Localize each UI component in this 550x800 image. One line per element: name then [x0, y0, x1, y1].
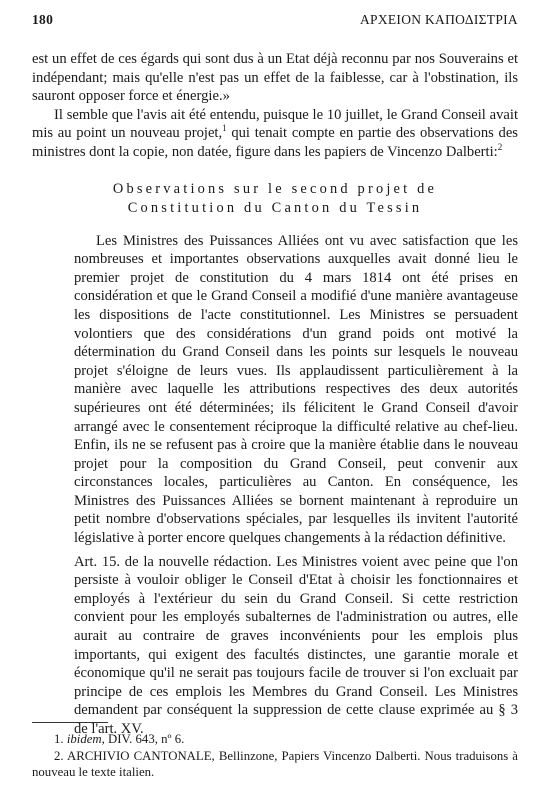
- document-heading-line-2: Constitution du Canton du Tessin: [127, 199, 423, 216]
- footnote-1-number: 1.: [54, 732, 64, 746]
- page-number: 180: [32, 12, 54, 27]
- footnote-separator: [32, 722, 108, 723]
- intro-paragraph-2: [32, 106, 518, 162]
- quoted-document: [74, 232, 518, 739]
- footnote-2-number: 2.: [54, 748, 64, 763]
- footnote-ref-2: 2: [497, 142, 503, 153]
- document-heading: [32, 180, 518, 218]
- quoted-paragraph-art-15: Art. 15. de la nouvelle rédaction. Les Ministres voient avec peine que l'on persiste à vouloir obliger le Conseil d'Etat à choisir les fonctionnaires et employés à l'extérieur du sein du Grand Conseil. Si cette restriction convient pour les employés subalternes de l'administration ou autres, elle aurait au contraire de graves inconvénients pour les emplois plus importants, qui exigent des facultés distinctes, une garantie morale et économique qu'il ne serait pas toujours facile de trouver si l'on excluait par principe de ces emplois les Membres du Grand Conseil. Les Ministres demandent par conséquent la suppression de cette clause exprimée au § 3 de l'art. XV.: [74, 553, 518, 737]
- footnote-ref-1: 1: [222, 123, 227, 134]
- running-title: ΑΡΧΕΙΟΝ ΚΑΠΟΔΙΣΤΡΙΑ: [359, 12, 518, 27]
- footnote-2-text: ARCHIVIO CANTONALE, Bellinzone, Papiers Vincenzo Dalberti. Nous traduisons à nouveau le texte italien.: [32, 748, 518, 779]
- footnote-2: [32, 748, 518, 781]
- intro-paragraph-2-part-b: qui tenait compte en partie des observations des ministres dont la copie, non datée, figure dans les papiers de Vincenzo Dalberti:: [32, 125, 518, 160]
- footnotes: [32, 731, 518, 781]
- main-text: [32, 50, 518, 739]
- running-header: [32, 12, 518, 28]
- intro-paragraph-2-part-a: Il semble que l'avis ait été entendu, puisque le 10 juillet, le Grand Conseil avait mis au point un nouveau projet,: [32, 106, 518, 142]
- footnote-1: [32, 731, 518, 748]
- footnote-1-italic: ibidem,: [66, 732, 105, 746]
- intro-paragraph-1: est un effet de ces égards qui sont dus à un Etat déjà reconnu par nos Souverains et indépendant; mais qu'elle n'est pas un effet de la faiblesse, car à l'obstination, ils sauront opposer force et énergie.»: [32, 51, 518, 105]
- document-heading-line-1: Observations sur le second projet de: [112, 180, 438, 197]
- quoted-paragraph-1: Les Ministres des Puissances Alliées ont vu avec satisfaction que les nombreuses et importantes observations auxquelles avait donné lieu le premier projet de constitution du 4 mars 1814 ont été prises en considération et que le Grand Conseil a modifié d'une manière avantageuse les dispositions de l'acte constitutionnel. Les Ministres se persuadent volontiers que des considérations d'un grand poids ont motivé la détermination du Grand Conseil dans les points sur lesquels le nouveau projet s'éloigne de leurs vues. Ils applaudissent particulièrement à la manière avec laquelle les attributions respectives des deux autorités supérieures ont été déterminées; ils félicitent le Grand Conseil d'avoir arrangé avec le consentement réciproque la difficulté relative au chef-lieu. Enfin, ils ne se refusent pas à croire que la manière établie dans le nouveau projet pour la composition du Grand Conseil, peut convenir aux circonstances locales, particulières au Canton. En conséquence, les Ministres des Puissances Alliées se bornent maintenant à reproduire un petit nombre d'observations spéciales, par lesquelles ils invitent l'autorité législative à porter encore quelques changements à la rédaction définitive.: [74, 232, 518, 547]
- footnote-1-text: DIV. 643, nº 6.: [104, 732, 185, 746]
